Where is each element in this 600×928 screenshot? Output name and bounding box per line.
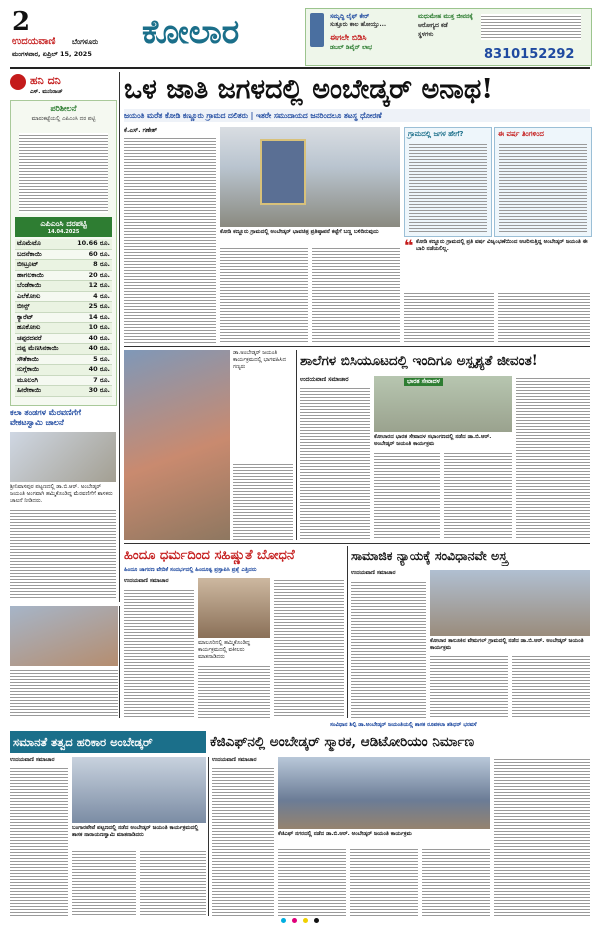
story4-col1-text <box>351 580 426 718</box>
sidebar-lower-text <box>10 668 118 718</box>
story2-left-text <box>233 462 293 540</box>
lead-subhead: ಜಯಂತಿ ಮರೆತ ಕೋಡಿ ಕಣ್ಣೂರು ಗ್ರಾಮದ ದಲಿತರು | ಇತರೇ ಸಮುದಾಯದ ಜನರಿಂದಲೂ ತಟಸ್ಥ ಧೋರಣೆ <box>124 111 382 120</box>
rate-row <box>15 365 112 376</box>
section-title: ಕೋಲಾರ <box>142 12 240 51</box>
reg-dot-cyan <box>281 918 286 923</box>
rate-item: ಎಲೆಕೋಸು <box>15 291 69 302</box>
lead-box1-title: ಗ್ರಾಮದಲ್ಲಿ ಜಗಳ ಹೇಗೆ? <box>408 130 464 138</box>
story2-col2-text <box>374 451 440 540</box>
rate-price: 40 ರೂ. <box>69 365 112 376</box>
bottom-headline-right-bar <box>210 731 590 753</box>
ad-line7: ಸ್ಥಳಗಳು <box>418 31 434 38</box>
rate-row <box>15 312 112 323</box>
rate-row <box>15 281 112 292</box>
ad-small-text <box>481 14 581 40</box>
story4-col3-text <box>512 654 590 718</box>
rate-price: 10.66 ರೂ. <box>69 239 112 249</box>
rate-item: ಕ್ಯಾರೆಟ್ <box>15 312 69 323</box>
rate-heading-bar <box>15 217 112 237</box>
lead-headline-bar <box>124 72 590 108</box>
ad-line1: ಸಮೃದ್ಧಿ ಲೈಫ್ ಕೇರ್ <box>330 13 370 20</box>
rate-row <box>15 270 112 281</box>
rate-table-body <box>15 239 112 397</box>
rate-row <box>15 323 112 334</box>
photo-banner: ಭಾರತ ಸೇವಾದಳ <box>404 378 443 386</box>
sidebar <box>10 72 117 602</box>
story3-subhead: ಹಿಂದೂ ಜಾಗರಣ ವೇದಿಕೆ ಸಂದರ್ಭದಲ್ಲಿ ಹಿಂದೂತ್ವ ಪ್ರಸ್ತಾಪಿಸಿ ಪ್ರಶ್ನೆ ಎತ್ತಿದರು <box>124 567 257 573</box>
story4-headline-bar <box>351 546 590 566</box>
rate-price: 25 ರೂ. <box>69 302 112 313</box>
story2-byline: ಉದಯವಾಣಿ ಸಮಾಚಾರ <box>300 376 349 383</box>
bottom-right-col3-text <box>350 847 418 916</box>
story3-col3-text <box>274 578 344 718</box>
lead-box2 <box>494 127 592 237</box>
lead-col2-text <box>220 246 308 343</box>
lead-quote <box>404 238 590 288</box>
paper-name: ಉದಯವಾಣಿ <box>12 36 56 47</box>
sidebar-story-heading: ಕಲಾ ತಂಡಗಳ ಮೆರವಣಿಗೆಗೆ ವೇಕಟಸ್ವಾಮಿ ಚಾಲನೆ <box>10 408 81 427</box>
rate-price: 14 ರೂ. <box>69 312 112 323</box>
lead-col6-text <box>498 291 590 343</box>
rate-row <box>15 291 112 302</box>
story3-rule <box>124 543 590 544</box>
story4-headline: ಸಾಮಾಜಿಕ ನ್ಯಾಯಕ್ಕೆ ಸಂವಿಧಾನವೇ ಅಸ್ತ್ರ <box>351 548 508 563</box>
lead-col3-text <box>312 246 400 343</box>
rate-price: 4 ರೂ. <box>69 291 112 302</box>
column-brand: ಹನಿ ದನಿ <box>30 74 61 87</box>
rate-row <box>15 354 112 365</box>
story3-divider <box>347 546 348 718</box>
story2-divider <box>296 350 297 540</box>
ratebox-intro: ಮಾರುಕಟ್ಟೆಯಲ್ಲಿ ಎಪಿಎಂಸಿ ದರ ಪಟ್ಟಿ <box>31 116 96 122</box>
rate-heading: ಎಪಿಎಂಸಿ ದರಪಟ್ಟಿ <box>40 219 87 228</box>
lead-box2-text <box>499 142 587 232</box>
rate-price: 20 ರೂ. <box>69 270 112 281</box>
rate-row <box>15 386 112 397</box>
rate-row <box>15 302 112 313</box>
rate-price: 10 ರೂ. <box>69 323 112 334</box>
column-brand-logo <box>10 74 26 90</box>
date: ಮಂಗಳವಾರ, ಏಪ್ರಿಲ್ 15, 2025 <box>12 50 92 58</box>
ambedkar-portrait <box>260 139 306 205</box>
story4-byline: ಉದಯವಾಣಿ ಸಮಾಚಾರ <box>351 570 396 576</box>
ad-line3: ಈಗಲೇ ಬಿಡಿಸಿ <box>330 33 367 42</box>
sidebar-divider <box>119 72 120 602</box>
bottom-left-photo <box>72 757 206 823</box>
column-author: ಎಸ್. ಮುನಿರಾಜ್ <box>30 89 63 95</box>
rate-item: ಬೆಂಡೆಕಾಯಿ <box>15 281 69 292</box>
rate-item: ಹಾಗಲಕಾಯಿ <box>15 270 69 281</box>
bottom-headline-left-bar <box>10 731 206 753</box>
bottom-divider <box>208 757 209 916</box>
rate-item: ಮೂಲಂಗಿ <box>15 375 69 386</box>
rate-item: ಹೀರೇಕಾಯಿ <box>15 386 69 397</box>
rate-price: 40 ರೂ. <box>69 333 112 344</box>
rate-row <box>15 344 112 355</box>
reg-dot-black <box>314 918 319 923</box>
ad-line2: ಸುತ್ತೂರು ಕಾಲ ಹೋಯ್ತು... <box>330 21 387 28</box>
bottom-left-col2-text <box>72 849 136 916</box>
lead-box1 <box>404 127 492 237</box>
ratebox <box>10 100 117 406</box>
bottom-right-col5-text <box>494 757 590 916</box>
lead-box2-title: ಈ ವರ್ಷ ತಿಂಗಳಿಂದ <box>498 130 544 138</box>
rate-price: 12 ರೂ. <box>69 281 112 292</box>
bottom-right-col4-text <box>422 847 490 916</box>
story2-photo-center <box>374 376 512 432</box>
rate-item: ಹೂಕೋಸು <box>15 323 69 334</box>
rate-price: 30 ರೂ. <box>69 386 112 397</box>
story3-headline-bar <box>124 546 344 566</box>
reg-dot-magenta <box>292 918 297 923</box>
story3-photo <box>198 578 270 638</box>
story2-col4-text <box>516 376 590 540</box>
lead-photo-caption: ಕೋಡಿ ಕಣ್ಣೂರು ಗ್ರಾಮದಲ್ಲಿ ಅಂಬೇಡ್ಕರ್ ಭಾವಚಿತ್ರ ಪ್ರತಿಷ್ಠಾಪನೆ ಕಟ್ಟೆಗೆ ಬಣ್ಣ ಬಳಿದಿರುವುದು <box>220 229 379 235</box>
bottom-right-byline: ಉದಯವಾಣಿ ಸಮಾಚಾರ <box>212 757 257 763</box>
page-number: 2 <box>12 7 31 37</box>
bottom-left-col3-text <box>140 849 206 916</box>
rate-row <box>15 375 112 386</box>
story2-col1-text <box>300 386 370 540</box>
story4-caption: ಕೋಲಾರ ತಾಲೂಕಿನ ವೇಮಗಲ್ ಗ್ರಾಮದಲ್ಲಿ ನಡೆದ ಡಾ.ಬಿ.ಆರ್. ಅಂಬೇಡ್ಕರ್ ಜಯಂತಿ ಕಾರ್ಯಕ್ರಮ <box>430 638 584 651</box>
rate-item: ಟೊಮೆಟೊ <box>15 239 69 249</box>
rate-row <box>15 333 112 344</box>
story2-caption-center: ಕೋಲಾರದ ಭಾರತ ಸೇವಾದಳ ಸಭಾಂಗಣದಲ್ಲಿ ನಡೆದ ಡಾ.ಬಿ.ಆರ್. ಅಂಬೇಡ್ಕರ್ ಜಯಂತಿ ಕಾರ್ಯಕ್ರಮ <box>374 434 492 447</box>
bottom-right-photo <box>278 757 490 829</box>
bottom-right-col2-text <box>278 847 346 916</box>
rate-price: 7 ರೂ. <box>69 375 112 386</box>
bottom-right-caption: ಕೆಜಿಎಫ್ ನಗರದಲ್ಲಿ ನಡೆದ ಡಾ.ಬಿ.ಆರ್. ಅಂಬೇಡ್ಕರ್ ಜಯಂತಿ ಕಾರ್ಯಕ್ರಮ <box>278 831 412 837</box>
quote-mark-icon: ❝ <box>404 236 414 255</box>
story3-headline: ಹಿಂದೂ ಧರ್ಮದಿಂದ ಸಹಿಷ್ಣುತೆ ಬೋಧನೆ <box>124 548 295 563</box>
registration-marks <box>270 918 330 924</box>
bottom-headline-left: ಸಮಾನತೆ ತತ್ವದ ಹರಿಕಾರ ಅಂಬೇಡ್ಕರ್ <box>13 735 153 749</box>
lead-byline: ಕೆ.ಎಸ್. ಗಣೇಶ್ <box>124 127 158 134</box>
rate-price: 60 ರೂ. <box>69 249 112 260</box>
rate-item: ಚಪ್ಪರದವರೆ <box>15 333 69 344</box>
reg-dot-yellow <box>303 918 308 923</box>
lead-col5-text <box>404 291 494 343</box>
rate-price: 5 ರೂ. <box>69 354 112 365</box>
lead-col1-text <box>124 136 216 343</box>
ad-phone: 8310152292 <box>484 47 575 62</box>
rate-table <box>15 239 112 397</box>
sidebar-story-photo <box>10 432 116 482</box>
story2-headline-bar <box>300 350 590 372</box>
ad-phone-image <box>310 13 324 47</box>
lead-box1-text <box>409 142 487 232</box>
ratebox-text <box>19 133 108 213</box>
rate-item: ಬೀನ್ಸ್ <box>15 302 69 313</box>
rate-row <box>15 239 112 249</box>
sidebar-story-text <box>10 508 116 600</box>
rate-row <box>15 249 112 260</box>
masthead <box>10 8 590 66</box>
story2-col3-text <box>444 451 512 540</box>
story3-col2-text <box>198 664 270 718</box>
rate-price: 8 ರೂ. <box>69 260 112 271</box>
lead-subhead-bar <box>124 109 590 122</box>
bottom-left-col1-text <box>10 766 68 916</box>
story4-col2-text <box>430 654 508 718</box>
rate-item: ದಪ್ಪ ಮೆಣಸಿನಕಾಯಿ <box>15 344 69 355</box>
story2-headline: ಶಾಲೆಗಳ ಬಿಸಿಯೂಟದಲ್ಲಿ ಇಂದಿಗೂ ಅಸ್ಪೃಶ್ಯತೆ ಜೀವಂತ! <box>300 353 538 369</box>
bottom-headline-right: ಕೆಜಿಎಫ್‌ನಲ್ಲಿ ಅಂಬೇಡ್ಕರ್ ಸ್ಮಾರಕ, ಆಡಿಟೋರಿಯಂ ನಿರ್ಮಾಣ <box>210 734 475 750</box>
bottom-kicker: ಸಂವಿಧಾನ ಶಿಲ್ಪಿ ಡಾ.ಅಂಬೇಡ್ಕರ್ ಜಯಂತಿಯಲ್ಲಿ ಶಾಸಕ ರೂಪಕಲಾ ಶಶಿಧರ್ ಭರವಸೆ <box>330 722 477 728</box>
rate-price: 40 ರೂ. <box>69 344 112 355</box>
rate-row <box>15 260 112 271</box>
story3-col1-text <box>124 588 194 718</box>
ad-line4: ಡಬಲ್ ಡಿವೈನ್ ಲಾಭ <box>330 44 373 51</box>
rate-item: ನುಗ್ಗೆಕಾಯಿ <box>15 365 69 376</box>
ratebox-title: ಪರಿಶೀಲನೆ <box>50 104 77 113</box>
bottom-left-byline: ಉದಯವಾಣಿ ಸಮಾಚಾರ <box>10 757 55 763</box>
sidebar-divider-lower <box>119 606 120 718</box>
bottom-left-caption: ಬಂಗಾರಪೇಟೆ ಪಟ್ಟಣದಲ್ಲಿ ನಡೆದ ಅಂಬೇಡ್ಕರ್ ಜಯಂತಿ ಕಾರ್ಯಕ್ರಮದಲ್ಲಿ ಶಾಸಕ ನಾರಾಯಣಸ್ವಾಮಿ ಮಾತನಾಡಿದರು <box>72 825 199 838</box>
edition: ಬೆಂಗಳೂರು <box>72 38 99 46</box>
rate-item: ಬೀಟ್ರೂಟ್ <box>15 260 69 271</box>
story3-caption: ಮಾಲೂರಿನಲ್ಲಿ ಹಮ್ಮಿಕೊಂಡಿದ್ದ ಕಾರ್ಯಕ್ರಮದಲ್ಲಿ ವಕೀಲರು ಮಾತನಾಡಿದರು <box>198 640 251 660</box>
bottom-right-col1-text <box>212 766 274 916</box>
story2-caption-left: ಡಾ.ಅಂಬೇಡ್ಕರ್ ಜಯಂತಿ ಕಾರ್ಯಕ್ರಮದಲ್ಲಿ ಭಾಗವಹಿಸಿದ ಗಣ್ಯರು <box>233 350 287 370</box>
lead-quote-text: ಕೋಡಿ ಕಣ್ಣೂರು ಗ್ರಾಮದಲ್ಲಿ ಪ್ರತಿ ವರ್ಷ ವಿಜೃಂಭಣೆಯಿಂದ ಆಚರಿಸುತ್ತಿದ್ದ ಅಂಬೇಡ್ಕರ್ ಜಯಂತಿ ಈ ಬಾರಿ ನಡೆಯಲಿಲ್ಲ. <box>416 239 588 252</box>
story2-photo-left <box>124 350 230 540</box>
rate-item: ಸೌತೆಕಾಯಿ <box>15 354 69 365</box>
header-ad <box>305 8 592 66</box>
story2-rule <box>124 346 590 347</box>
sidebar-lower-photo <box>10 606 118 666</box>
lead-photo <box>220 127 400 227</box>
masthead-rule <box>10 67 590 69</box>
ad-line5: ಮಧುಮೇಹ ಮುಕ್ತ ಜೀವನಕ್ಕೆ <box>418 13 473 20</box>
lead-headline: ಒಳ ಜಾತಿ ಜಗಳದಲ್ಲಿ ಅಂಬೇಡ್ಕರ್ ಅನಾಥ! <box>124 74 494 105</box>
story3-byline: ಉದಯವಾಣಿ ಸಮಾಚಾರ <box>124 578 169 584</box>
rate-date: 14.04.2025 <box>47 229 80 235</box>
sidebar-story-caption: ಶ್ರೀನಿವಾಸಪುರ ಪಟ್ಟಣದಲ್ಲಿ ಡಾ.ಬಿ.ಆರ್. ಅಂಬೇಡ್ಕರ್ ಜಯಂತಿ ಅಂಗವಾಗಿ ಹಮ್ಮಿಕೊಂಡಿದ್ದ ಮೆರವಣಿಗೆಗೆ ಶಾಸಕರು ಚಾಲನೆ ನೀಡಿದರು. <box>10 484 113 504</box>
story4-photo <box>430 570 590 636</box>
rate-item: ಬದನೆಕಾಯಿ <box>15 249 69 260</box>
ad-line6: ಆರೋಗ್ಯದ ಕಡೆ <box>418 22 448 29</box>
